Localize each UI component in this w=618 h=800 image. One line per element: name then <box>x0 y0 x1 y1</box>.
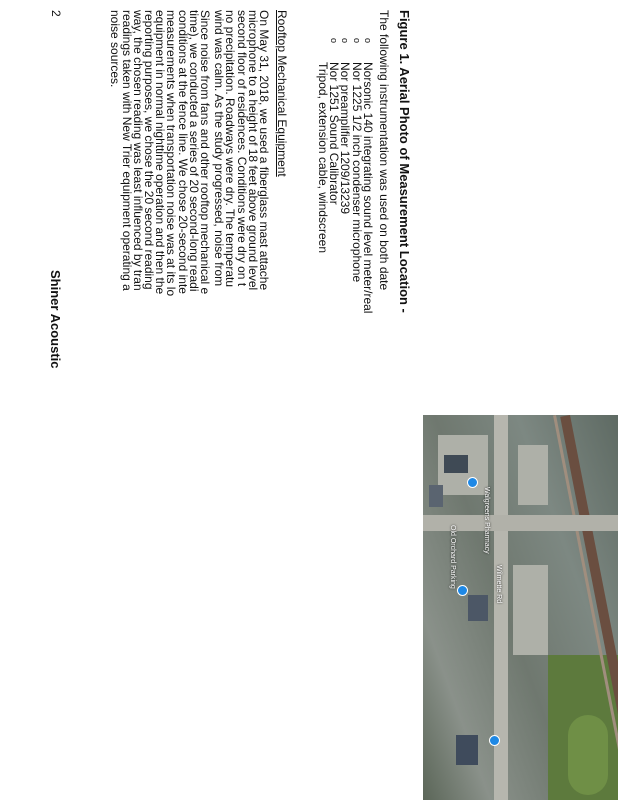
building <box>444 455 468 473</box>
text-line: time), we conducted a series of 20 second-long readi <box>186 10 201 292</box>
building <box>468 595 488 621</box>
section-heading: Rooftop Mechanical Equipment <box>275 10 289 177</box>
text-line: equipment in normal nighttime operation and then the <box>153 10 168 295</box>
bullet-icon: o <box>363 38 373 44</box>
text-line: way, the chosen reading was least influenced by tran <box>130 10 145 291</box>
map-pin-icon <box>489 735 500 746</box>
map-label: Old Orchard Parking <box>449 525 456 589</box>
building <box>456 735 478 765</box>
list-item: o Nor 1251 Sound Calibrator <box>327 38 342 205</box>
text-line: no precipitation. Roadways were dry. The temperatu <box>223 10 238 288</box>
list-item: o Nor 1225 1/2 inch condenser microphone <box>349 38 364 283</box>
bullet-icon: o <box>329 38 340 44</box>
text-line: measurements when transportation noise was at its lo <box>164 10 179 297</box>
aerial-photo <box>423 415 618 800</box>
text-line: reporting purposes, we chose the 20 second reading <box>141 10 156 290</box>
figure-caption: Figure 1. Aerial Photo of Measurement Location - <box>397 10 412 313</box>
text-line: Since noise from fans and other rooftop mechanical e <box>198 10 212 295</box>
text-line: readings taken with New Trier equipment operating a <box>119 10 134 291</box>
map-pin-icon <box>467 477 478 488</box>
page-number: 2 <box>49 10 63 17</box>
text-line: noise sources. <box>108 10 123 88</box>
parking-lot <box>513 565 548 655</box>
paragraph-measurement <box>213 10 269 290</box>
map-label: Walgreens Pharmacy <box>483 487 490 554</box>
bullet-icon: o <box>351 38 362 44</box>
paragraph-procedure <box>109 10 210 296</box>
instrument-list <box>317 10 373 313</box>
text-line: second floor of residences. Conditions were dry on t <box>234 10 249 287</box>
map-label: Wilmette Rd <box>495 565 502 604</box>
list-item: Tripod, extension cable, windscreen <box>315 62 330 253</box>
building <box>429 485 443 507</box>
list-item: o Nor preamplifier 1209/13239 <box>338 38 353 215</box>
list-item: o Norsonic 140 integrating sound level meter/real <box>361 38 375 314</box>
park-field <box>568 715 608 795</box>
bullet-icon: o <box>340 38 351 44</box>
text-line: On May 31, 2018, we used a fiberglass mast attache <box>257 10 271 291</box>
map-pin-icon <box>457 585 468 596</box>
text-line: microphone to a height of 18 feet above ground level <box>245 10 260 291</box>
intro-text: The following instrumentation was used on both date <box>377 10 391 291</box>
text-line: conditions at the fence line. We chose 20-second inte <box>175 10 190 294</box>
text-line: wind was calm. As the study progressed, noise from <box>212 10 227 287</box>
company-name: Shiner Acoustic <box>48 270 63 369</box>
parking-lot <box>518 445 548 505</box>
